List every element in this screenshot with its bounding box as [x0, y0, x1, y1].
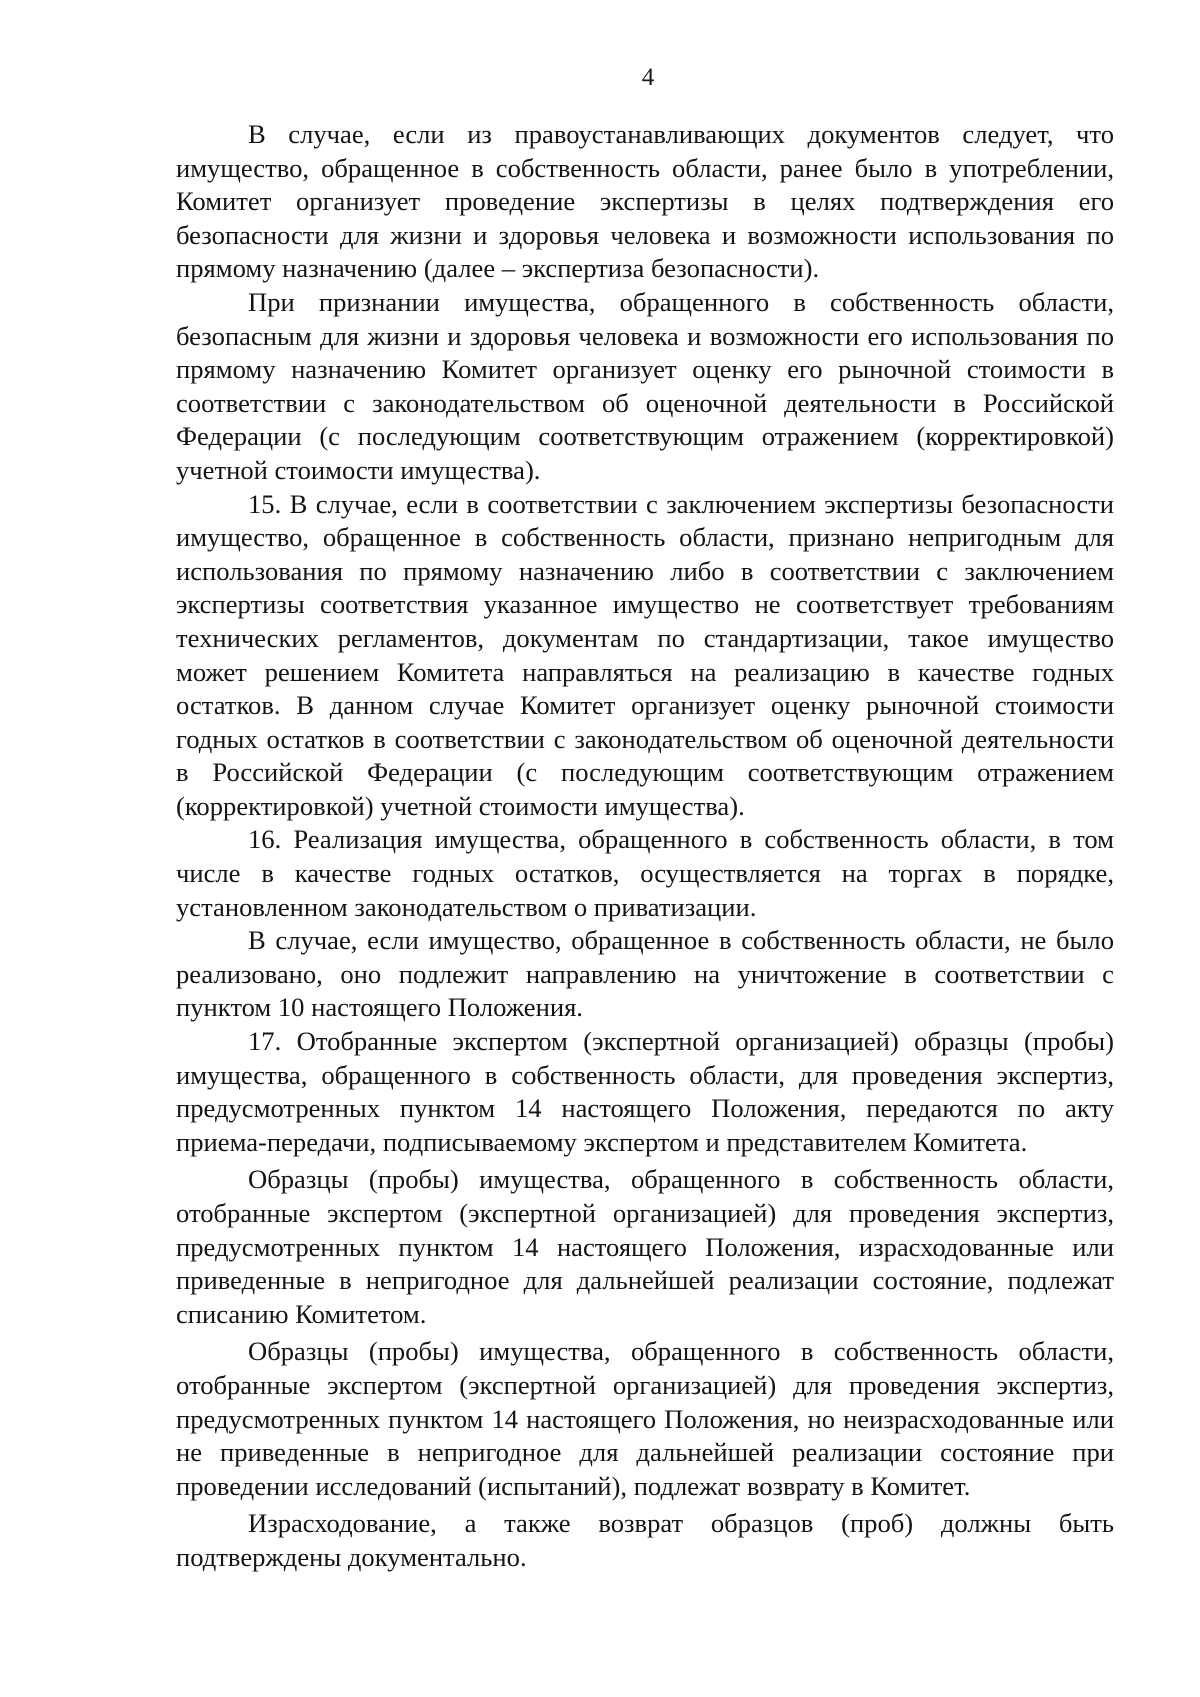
- document-body: [176, 118, 1114, 1575]
- paragraph-clause-15: 15. В случае, если в соответствии с заключением экспертизы безопасности имущество, обращенное в собственность области, признано непригодным для использования по прямому назначению либо в соответствии с заключением экспертизы соответствия указанное имущество не соответствует требованиям технических регламентов, документам по стандартизации, такое имущество может решением Комитета направляться на реализацию в качестве годных остатков. В данном случае Комитет организует оценку рыночной стоимости годных остатков в соответствии с законодательством об оценочной деятельности в Российской Федерации (с последующим соответствующим отражением (корректировкой) учетной стоимости имущества).: [176, 488, 1114, 821]
- paragraph-samples-returned: Образцы (пробы) имущества, обращенного в собственность области, отобранные экспертом (экспертной организацией) для проведения экспертиз, предусмотренных пунктом 14 настоящего Положения, но неизрасходованные или не приведенные в непригодное для дальнейшей реализации состояние при проведении исследований (испытаний), подлежат возврату в Комитет.: [176, 1336, 1114, 1501]
- page-number: 4: [641, 64, 655, 91]
- paragraph-unsold-destruction: В случае, если имущество, обращенное в собственность области, не было реализовано, оно подлежит направлению на уничтожение в соответствии с пунктом 10 настоящего Положения.: [176, 925, 1114, 1023]
- paragraph-used-property-expertise: В случае, если из правоустанавливающих документов следует, что имущество, обращенное в собственность области, ранее было в употреблении, Комитет организует проведение экспертизы в целях подтверждения его безопасности для жизни и здоровья человека и возможности использования по прямому назначению (далее – экспертиза безопасности).: [176, 119, 1114, 284]
- paragraph-samples-written-off: Образцы (пробы) имущества, обращенного в собственность области, отобранные экспертом (экспертной организацией) для проведения экспертиз, предусмотренных пунктом 14 настоящего Положения, израсходованные или приведенные в непригодное для дальнейшей реализации состояние, подлежат списанию Комитетом.: [176, 1164, 1114, 1329]
- paragraph-market-value-assessment: При признании имущества, обращенного в собственность области, безопасным для жизни и здоровья человека и возможности его использования по прямому назначению Комитет организует оценку его рыночной стоимости в соответствии с законодательством об оценочной деятельности в Российской Федерации (с последующим соответствующим отражением (корректировкой) учетной стоимости имущества).: [176, 286, 1114, 485]
- paragraph-documentary-confirmation: Израсходование, а также возврат образцов (проб) должны быть подтверждены документально.: [176, 1508, 1114, 1572]
- paragraph-clause-16: 16. Реализация имущества, обращенного в собственность области, в том числе в качестве годных остатков, осуществляется на торгах в порядке, установленном законодательством о приватизации.: [176, 824, 1114, 922]
- paragraph-clause-17: 17. Отобранные экспертом (экспертной организацией) образцы (пробы) имущества, обращенного в собственность области, для проведения экспертиз, предусмотренных пунктом 14 настоящего Положения, передаются по акту приема-передачи, подписываемому экспертом и представителем Комитета.: [176, 1026, 1114, 1157]
